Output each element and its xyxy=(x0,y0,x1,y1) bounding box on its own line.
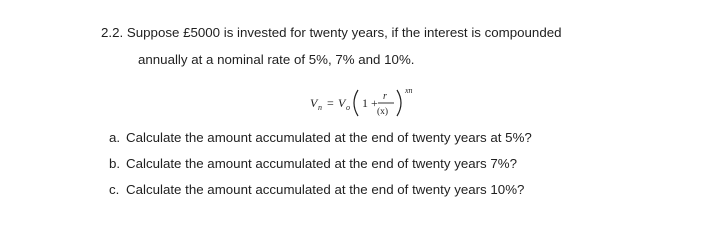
problem-statement-line-2: annually at a nominal rate of 5%, 7% and 10%. xyxy=(138,52,415,67)
question-b xyxy=(109,156,517,171)
formula-one-plus: 1 + xyxy=(362,96,378,110)
problem-text-line-1: Suppose £5000 is invested for twenty years, if the interest is compounded xyxy=(126,25,562,40)
question-letter: a. xyxy=(109,130,121,145)
question-letter: b. xyxy=(109,156,121,171)
question-text: Calculate the amount accumulated at the end of twenty years 10%? xyxy=(126,182,525,197)
formula-right-paren xyxy=(397,90,401,116)
formula-lhs-sub: n xyxy=(318,103,322,112)
formula-lhs-var: V xyxy=(310,96,318,110)
formula-equals: = xyxy=(327,96,334,110)
formula-rhs-sub: o xyxy=(346,103,350,112)
question-text: Calculate the amount accumulated at the end of twenty years 7%? xyxy=(126,156,518,171)
formula-numerator: r xyxy=(383,91,387,102)
question-c xyxy=(109,182,524,197)
question-a xyxy=(109,130,532,145)
formula-svg xyxy=(310,84,430,120)
question-letter: c. xyxy=(109,182,120,197)
problem-number: 2.2. xyxy=(101,25,124,40)
formula-denominator: (x) xyxy=(377,107,389,117)
problem-statement-line-1 xyxy=(101,25,562,40)
compound-interest-formula xyxy=(310,84,430,120)
question-text: Calculate the amount accumulated at the end of twenty years at 5%? xyxy=(126,130,532,145)
formula-rhs-var: V xyxy=(338,96,346,110)
formula-left-paren xyxy=(354,90,358,116)
formula-exponent: xn xyxy=(405,86,413,95)
